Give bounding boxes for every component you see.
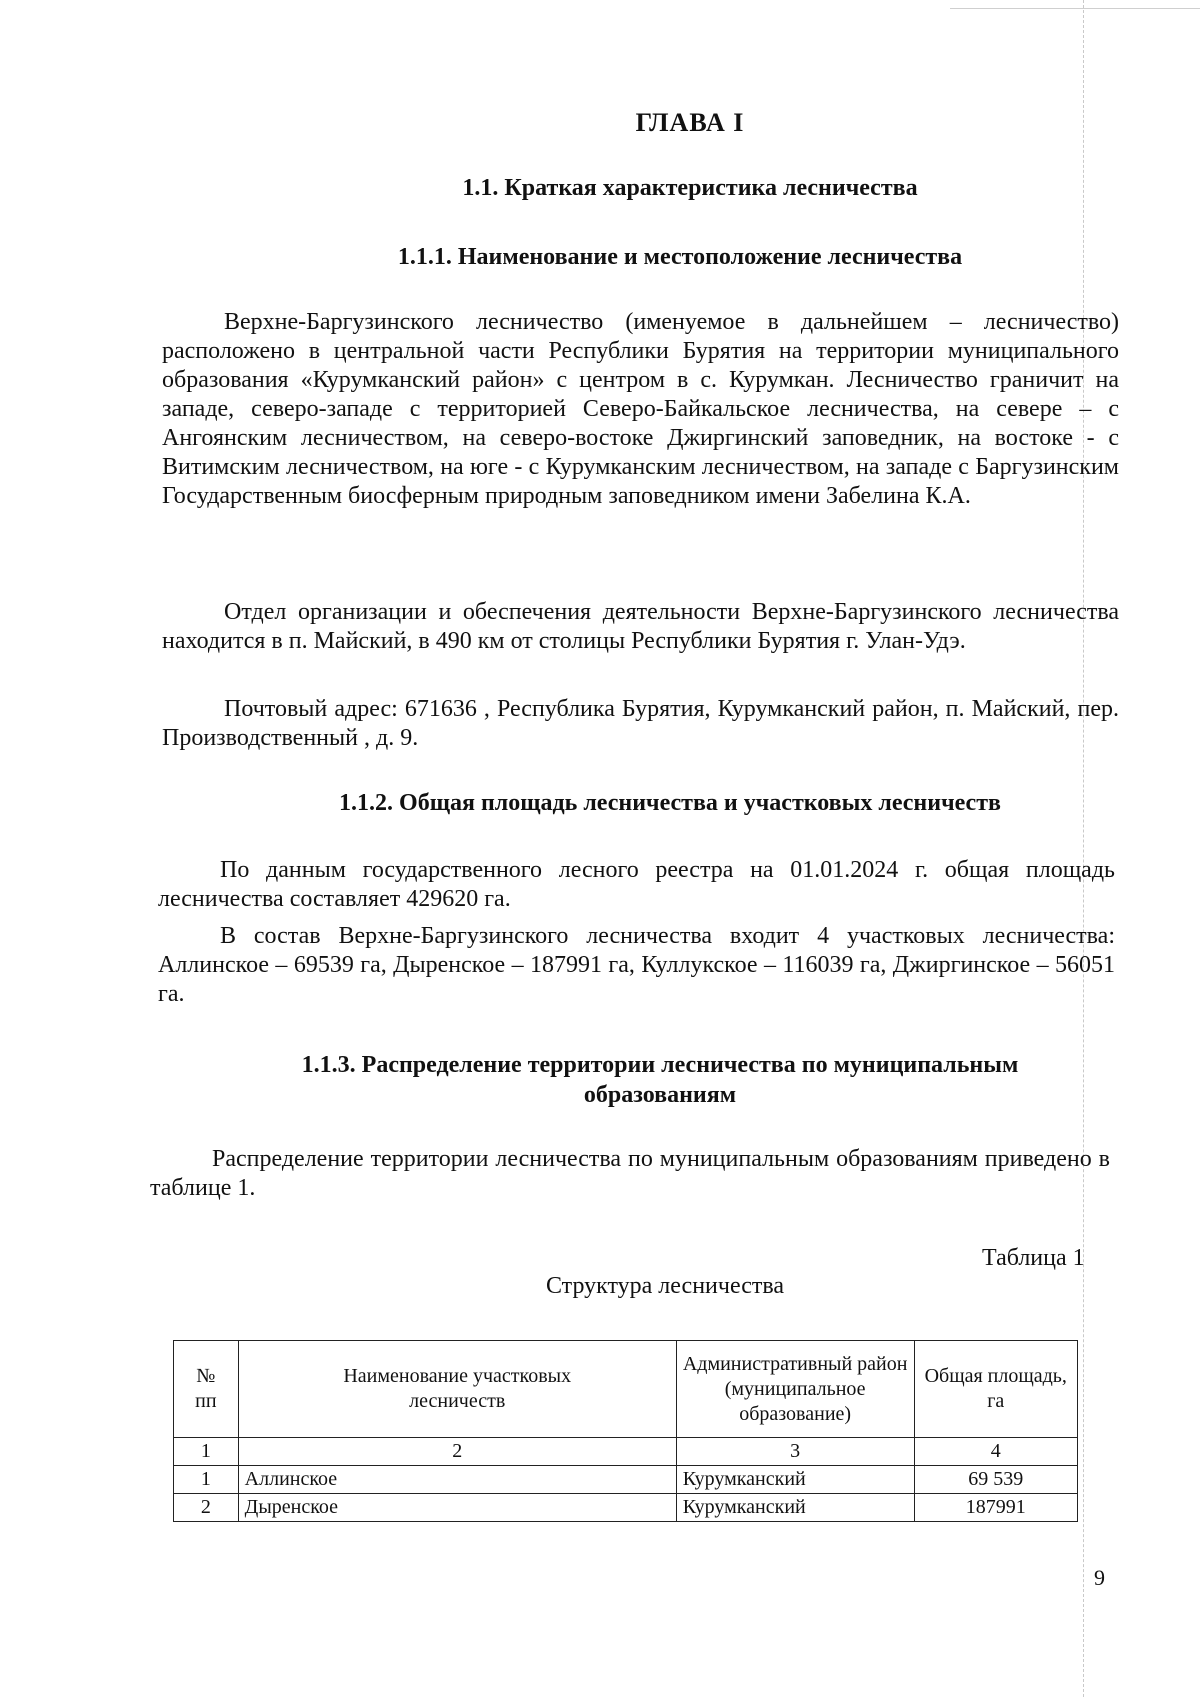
table-cell: 2 [238,1438,676,1466]
section-1-1-1-paragraph-2: Отдел организации и обеспечения деятельности Верхне-Баргузинского лесничества находится в п. Майский, в 490 км от столицы Республики Бурятия г. Улан-Удэ. [162,599,1119,654]
table-cell: Дыренское [238,1494,676,1522]
table-header-row [174,1341,1078,1438]
header-name: Наименование участковых лесничеств [238,1341,676,1438]
table-cell: 2 [174,1494,239,1522]
table-cell: Аллинское [238,1466,676,1494]
table-cell: 69 539 [914,1466,1077,1494]
chapter-title: ГЛАВА I [635,108,745,137]
header-number-line-2: пп [195,1390,217,1412]
table-row [174,1466,1078,1494]
table-cell: Курумканский [676,1494,914,1522]
section-1-1-3-paragraph-1: Распределение территории лесничества по муниципальным образованиям приведено в таблице 1. [150,1146,1110,1201]
table-cell: 3 [676,1438,914,1466]
table-row [174,1494,1078,1522]
table-title: Структура лесничества [545,1273,785,1299]
table-label: Таблица 1 [982,1245,1085,1271]
table-cell: 187991 [914,1494,1077,1522]
section-1-1-3-heading [220,1050,1100,1110]
section-1-1-heading: 1.1. Краткая характеристика лесничества [462,175,918,201]
table-cell: Курумканский [676,1466,914,1494]
scan-top-line [950,8,1200,9]
forest-structure-table [173,1340,1078,1522]
header-number-line-1: № [196,1365,216,1387]
table-cell: 1 [174,1466,239,1494]
table-index-row [174,1438,1078,1466]
section-1-1-3-heading-line-1: 1.1.3. Распределение территории лесничества по муниципальным [301,1052,1019,1078]
header-number [174,1341,239,1438]
section-1-1-2-paragraph-2: В состав Верхне-Баргузинского лесничества входит 4 участковых лесничества: Аллинское – 69539 га, Дыренское – 187991 га, Куллукское – 116039 га, Джиргинское – 56051 га. [158,923,1115,1007]
section-1-1-3-heading-line-2: образованиям [583,1082,737,1108]
scan-margin-line [1083,0,1084,1697]
section-1-1-1-heading: 1.1.1. Наименование и местоположение лесничества [397,244,963,270]
section-1-1-2-paragraph-1: По данным государственного лесного реестра на 01.01.2024 г. общая площадь лесничества составляет 429620 га. [158,857,1115,912]
header-area: Общая площадь, га [914,1341,1077,1438]
header-district: Административный район (муниципальное образование) [676,1341,914,1438]
section-1-1-1-paragraph-3: Почтовый адрес: 671636 , Республика Бурятия, Курумканский район, п. Майский, пер. Производственный , д. 9. [162,696,1119,751]
section-1-1-1-paragraph-1: Верхне-Баргузинского лесничество (именуемое в дальнейшем – лесничество) расположено в центральной части Республики Бурятия на территории муниципального образования «Курумканский район» с центром в с. Курумкан. Лесничество граничит на западе, северо-западе с территорией Северо-Байкальское лесничества, на севере – с Ангоянским лесничеством, на северо-востоке Джиргинский заповедник, на востоке - с Витимским лесничеством, на юге - с Курумканским лесничеством, на западе с Баргузинским Государственным биосферным природным заповедником имени Забелина К.А. [162,309,1119,509]
section-1-1-2-heading: 1.1.2. Общая площадь лесничества и участковых лесничеств [339,790,1001,816]
table-cell: 4 [914,1438,1077,1466]
table-cell: 1 [174,1438,239,1466]
page-number: 9 [1094,1565,1105,1590]
